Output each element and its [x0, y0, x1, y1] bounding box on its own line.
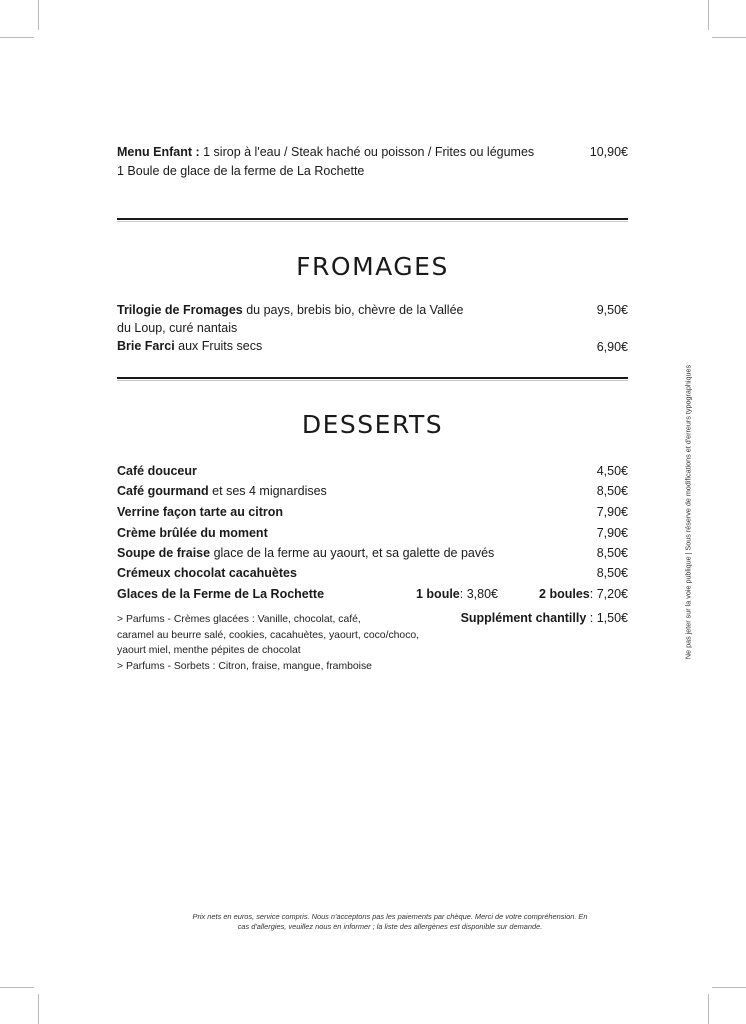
dessert-name: Soupe de fraise — [117, 546, 211, 560]
dessert-price: 7,90€ — [596, 505, 628, 519]
menu-item-desc: du pays, brebis bio, chèvre de la Vallée — [246, 303, 464, 317]
menu-item-price: 9,50€ — [596, 303, 628, 317]
dessert-desc: glace de la ferme au yaourt, et sa galette de pavés — [213, 546, 495, 560]
supplement-label: Supplément chantilly — [460, 611, 587, 625]
menu-enfant-price: 10,90€ — [589, 145, 628, 159]
section-divider — [117, 377, 628, 379]
menu-item-desc-continued: du Loup, curé nantais — [117, 321, 238, 335]
parfums-list — [117, 612, 419, 674]
glaces-two-price: : 7,20€ — [589, 587, 628, 601]
menu-item-desc: aux Fruits secs — [178, 339, 263, 353]
menu-enfant-line — [117, 145, 534, 159]
crop-mark — [38, 0, 39, 30]
crop-mark — [0, 37, 34, 38]
parfums-line: > Parfums - Crèmes glacées : Vanille, chocolat, café, — [117, 614, 361, 625]
dessert-line — [117, 505, 283, 519]
dessert-name: Café gourmand — [117, 484, 209, 498]
side-legal-note: Ne pas jeter sur la voie publique | Sous réserve de modifications et d'erreurs typographiques — [683, 364, 693, 660]
footer-note — [150, 912, 630, 932]
section-title-fromages: FROMAGES — [296, 252, 449, 281]
footer-line: cas d'allergies, veuillez nous en informer ; la liste des allergènes est disponible sur demande. — [237, 922, 543, 931]
dessert-price: 8,50€ — [596, 566, 628, 580]
menu-item-name: Trilogie de Fromages — [117, 303, 243, 317]
dessert-desc: et ses 4 mignardises — [212, 484, 327, 498]
glaces-two-scoops — [539, 587, 628, 601]
dessert-line — [117, 464, 197, 478]
glaces-one-scoop — [416, 587, 498, 601]
parfums-line: yaourt miel, menthe pépites de chocolat — [117, 645, 301, 656]
menu-enfant-line2: 1 Boule de glace de la ferme de La Rochette — [117, 164, 365, 178]
dessert-name: Café douceur — [117, 464, 197, 478]
dessert-price: 7,90€ — [596, 526, 628, 540]
dessert-name: Verrine façon tarte au citron — [117, 505, 284, 519]
crop-mark — [708, 994, 709, 1024]
footer-line: Prix nets en euros, service compris. Nous n'acceptons pas les paiements par chèque. Merci de votre compréhension. En — [192, 912, 588, 921]
dessert-line — [117, 546, 494, 560]
glaces-one-label: 1 boule — [416, 587, 460, 601]
dessert-line — [117, 566, 297, 580]
dessert-price: 4,50€ — [596, 464, 628, 478]
menu-item-name-line — [117, 339, 262, 353]
supplement-price: : 1,50€ — [589, 611, 628, 625]
dessert-name: Crème brûlée du moment — [117, 526, 268, 540]
section-title-desserts: DESSERTS — [301, 410, 444, 439]
menu-item-name-line — [117, 303, 463, 317]
menu-item-price: 6,90€ — [596, 340, 628, 354]
menu-enfant-label: Menu Enfant : — [117, 145, 200, 159]
glaces-two-label: 2 boules — [539, 587, 590, 601]
glaces-name: Glaces de la Ferme de La Rochette — [117, 587, 325, 601]
dessert-price: 8,50€ — [596, 484, 628, 498]
crop-mark — [712, 987, 746, 988]
dessert-name: Crémeux chocolat cacahuètes — [117, 566, 297, 580]
dessert-line — [117, 526, 268, 540]
crop-mark — [708, 0, 709, 30]
menu-item-name: Brie Farci — [117, 339, 175, 353]
crop-mark — [38, 994, 39, 1024]
menu-enfant-description: 1 sirop à l'eau / Steak haché ou poisson / Frites ou légumes — [203, 145, 535, 159]
parfums-line: > Parfums - Sorbets : Citron, fraise, mangue, framboise — [117, 660, 372, 672]
crop-mark — [712, 37, 746, 38]
section-divider — [117, 218, 628, 220]
parfums-line: caramel au beurre salé, cookies, cacahuètes, yaourt, coco/choco, — [117, 629, 420, 641]
supplement-chantilly — [461, 611, 628, 625]
dessert-line — [117, 484, 327, 498]
glaces-one-price: : 3,80€ — [459, 587, 498, 601]
crop-mark — [0, 987, 34, 988]
dessert-price: 8,50€ — [596, 546, 628, 560]
